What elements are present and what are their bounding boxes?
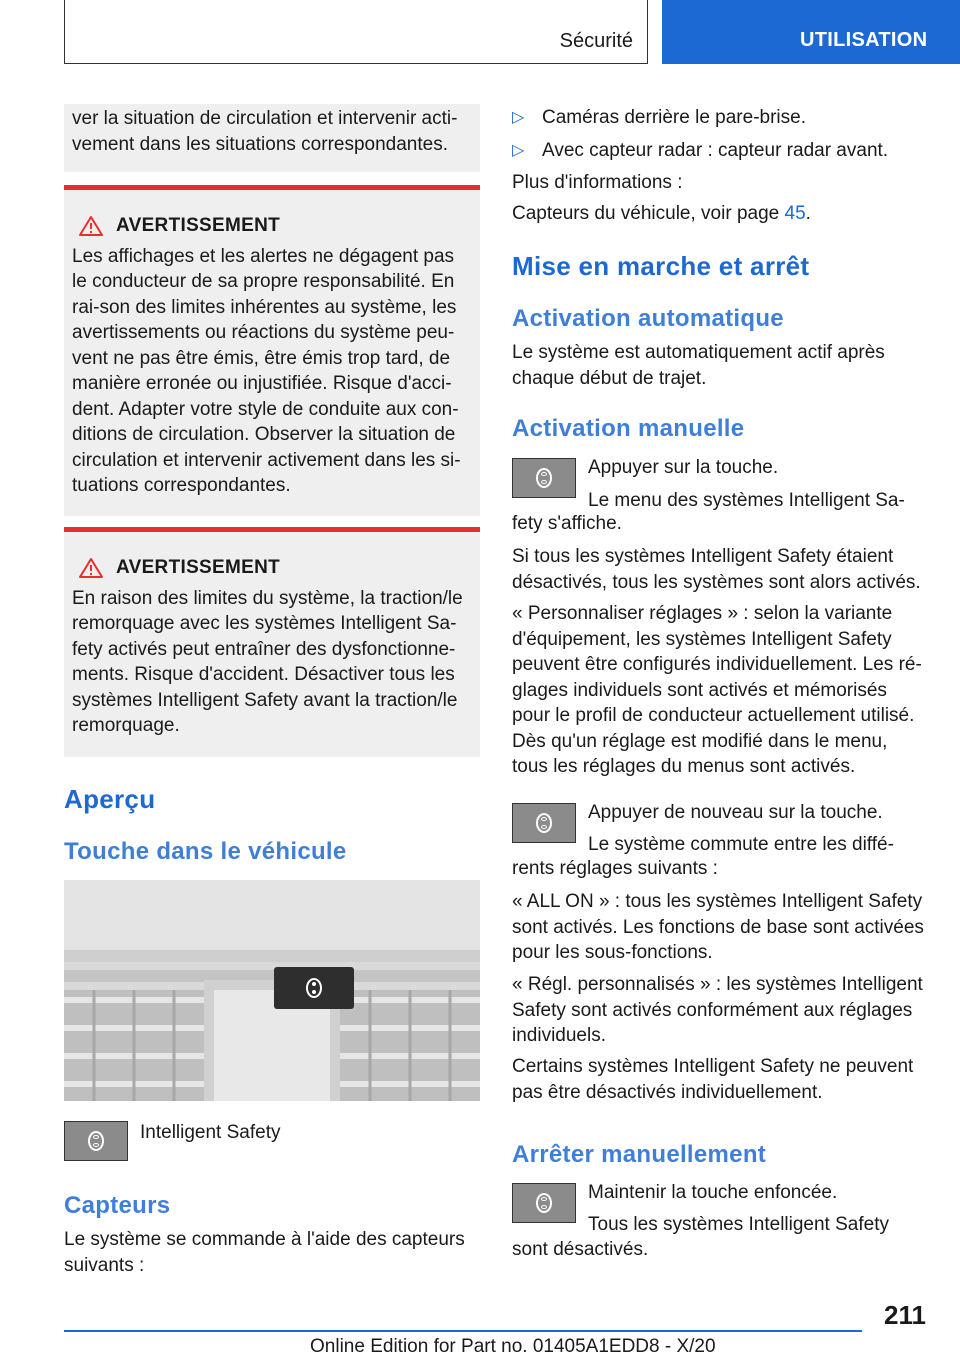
warning-text: En raison des limites du système, la traction/le remorquage avec les systèmes Intelligent Sa-fety activés peut entraîner des dysfonctionne-ments. Risque d'accident. Désactiver tous les systèmes Intelligent Safety avant la traction/le remorquage.	[72, 587, 463, 736]
warning-text: Les affichages et les alertes ne dégagent pas le conducteur de sa propre responsabilité. En rai-son des limites inhérentes au système, les avertissements ou réactions du système peu-vent ne pas être émis, être émis trop tard, de manière erronée ou injustifiée. Risque d'acci-dent. Adapter votre style de conduite aux con-ditions de circulation. Observer la situation de circulation et intervenir activement dans les si-tuations correspondantes.	[72, 245, 461, 496]
intelligent-safety-button-icon	[512, 803, 576, 843]
warning-title	[78, 555, 472, 581]
footer-divider	[64, 1330, 862, 1332]
page-link[interactable]: 45	[784, 203, 806, 224]
stop-step-1: Maintenir la touche enfoncée.	[588, 1182, 838, 1203]
auto-text: Le système est automatiquement actif après chaque début de trajet.	[512, 342, 885, 389]
stop-step-2: Tous les systèmes Intelligent Safety	[588, 1214, 889, 1235]
again-step-2-cont: rents réglages suivants :	[512, 858, 718, 879]
warning-title	[78, 213, 472, 239]
list-item-text: Caméras derrière le pare-brise.	[542, 107, 806, 128]
button-caption: Intelligent Safety	[140, 1122, 281, 1143]
intelligent-safety-button-icon	[512, 458, 576, 498]
more-info: Plus d'informations :	[512, 172, 683, 193]
heading-mise-en-marche: Mise en marche et arrêt	[512, 251, 810, 281]
heading-activation-manuelle: Activation manuelle	[512, 415, 745, 442]
manual-step-2-cont: fety s'affiche.	[512, 513, 622, 534]
manual-paragraph-1: Si tous les systèmes Intelligent Safety étaient désactivés, tous les systèmes sont alors activés.	[512, 546, 921, 593]
warning-bar	[64, 527, 480, 532]
warning-box-2	[64, 527, 480, 757]
list-item-text: Avec capteur radar : capteur radar avant.	[542, 140, 889, 161]
manual-paragraph-2: « Personnaliser réglages » : selon la variante d'équipement, les systèmes Intelligent Safety peuvent être configurés individuellement. Les ré-glages individuels sont activés et mémorisés pour le profil de conducteur actuellement utilisé. Dès qu'un réglage est modifié dans le menu, tous les réglages du menus sont activés.	[512, 603, 922, 777]
vehicle-button-photo	[64, 880, 480, 1101]
warning-triangle-icon	[78, 557, 104, 579]
warning-title-text: AVERTISSEMENT	[116, 215, 281, 236]
footer-edition: Online Edition for Part no. 01405A1EDD8 - X/20	[310, 1336, 716, 1357]
intro-box	[64, 104, 480, 172]
list-item	[512, 105, 806, 131]
sensor-reference-text: Capteurs du véhicule, voir page	[512, 203, 785, 224]
all-on-paragraph: « ALL ON » : tous les systèmes Intelligent Safety sont activés. Les fonctions de base sont activées pour les sous-fonctions.	[512, 891, 924, 963]
warning-box-1	[64, 185, 480, 516]
warning-triangle-icon	[78, 215, 104, 237]
sensor-reference	[512, 201, 811, 227]
triangle-bullet-icon: ▷	[512, 142, 525, 159]
intelligent-safety-button-icon	[64, 1121, 128, 1161]
chapter-title: UTILISATION	[800, 29, 928, 51]
warning-bar	[64, 185, 480, 190]
triangle-bullet-icon: ▷	[512, 109, 525, 126]
heading-apercu: Aperçu	[64, 784, 156, 814]
heading-touche: Touche dans le véhicule	[64, 838, 347, 865]
manual-step-2: Le menu des systèmes Intelligent Sa-	[588, 490, 905, 511]
capteurs-text: Le système se commande à l'aide des capteurs suivants :	[64, 1229, 465, 1276]
heading-arreter: Arrêter manuellement	[512, 1141, 767, 1168]
intelligent-safety-button-icon	[512, 1183, 576, 1223]
manual-step-1: Appuyer sur la touche.	[588, 457, 779, 478]
stop-step-2-cont: sont désactivés.	[512, 1239, 649, 1260]
regl-paragraph: « Régl. personnalisés » : les systèmes Intelligent Safety sont activés conformément aux réglages individuels.	[512, 974, 923, 1046]
sensor-reference-end: .	[805, 203, 811, 224]
intro-text: ver la situation de circulation et intervenir acti- vement dans les situations correspondantes.	[72, 108, 458, 155]
section-title: Sécurité	[559, 30, 633, 52]
header-chapter-tab[interactable]	[662, 0, 960, 64]
again-step-1: Appuyer de nouveau sur la touche.	[588, 802, 883, 823]
page-number: 211	[884, 1300, 926, 1330]
again-step-2: Le système commute entre les diffé-	[588, 834, 894, 855]
list-item	[512, 138, 888, 164]
certains-paragraph: Certains systèmes Intelligent Safety ne peuvent pas être désactivés individuellement.	[512, 1056, 914, 1103]
header-section-box	[64, 0, 648, 64]
warning-title-text: AVERTISSEMENT	[116, 557, 281, 578]
heading-activation-auto: Activation automatique	[512, 305, 784, 332]
heading-capteurs: Capteurs	[64, 1192, 171, 1219]
